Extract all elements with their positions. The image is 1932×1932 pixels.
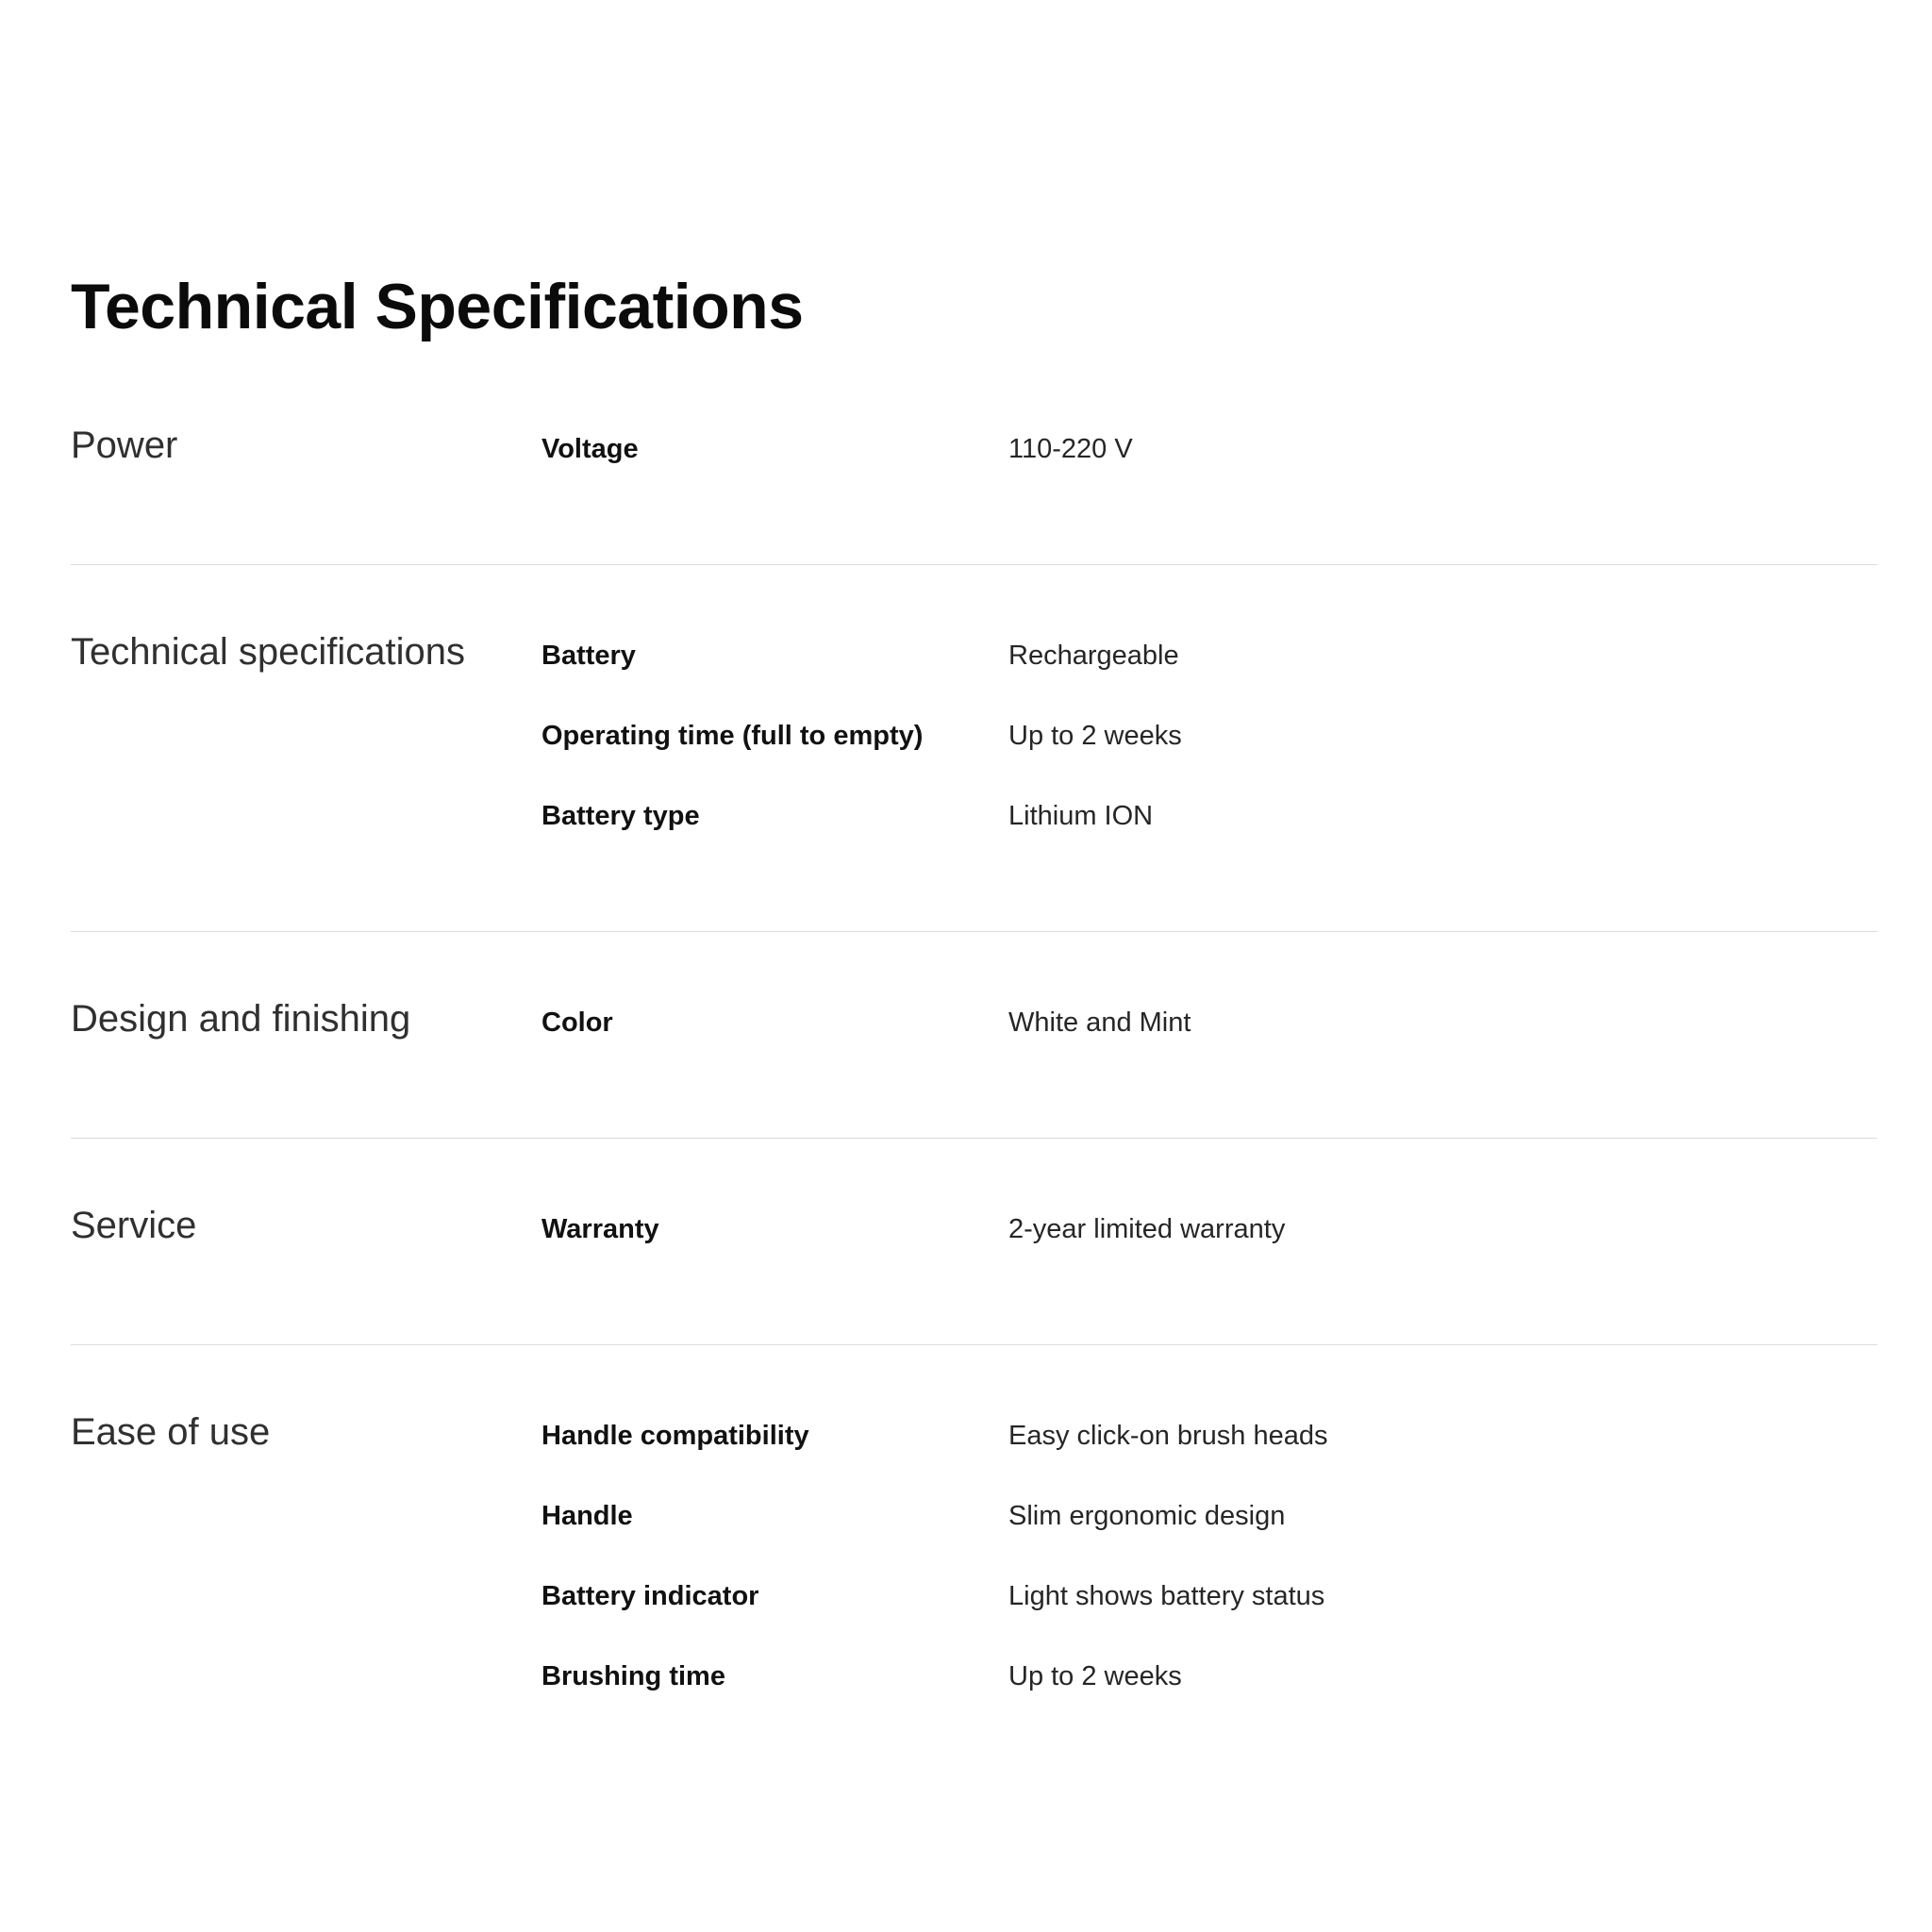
spec-rows	[541, 1208, 1877, 1250]
spec-row	[541, 1575, 1877, 1656]
spec-label: Voltage	[541, 434, 639, 464]
spec-value: White and Mint	[1008, 1008, 1191, 1038]
spec-value: Up to 2 weeks	[1008, 1661, 1182, 1691]
spec-rows	[541, 635, 1877, 837]
spec-value: Lithium ION	[1008, 801, 1154, 831]
spec-section-service	[71, 1139, 1877, 1345]
spec-row	[541, 1656, 1877, 1697]
spec-value: Rechargeable	[1008, 641, 1179, 671]
spec-label: Warranty	[541, 1214, 659, 1244]
spec-label: Battery type	[541, 801, 700, 831]
spec-rows	[541, 1415, 1877, 1697]
section-category: Service	[71, 1205, 197, 1246]
spec-section-power	[71, 415, 1877, 565]
spec-row	[541, 1415, 1877, 1495]
section-category: Power	[71, 425, 178, 466]
spec-row	[541, 715, 1877, 795]
page-title: Technical Specifications	[71, 271, 804, 342]
spec-label: Operating time (full to empty)	[541, 721, 924, 751]
spec-label: Handle compatibility	[541, 1421, 809, 1451]
spec-label: Color	[541, 1008, 613, 1038]
spec-value: Easy click-on brush heads	[1008, 1421, 1328, 1451]
spec-value: Slim ergonomic design	[1008, 1501, 1286, 1531]
spec-value: Up to 2 weeks	[1008, 721, 1182, 751]
section-category: Ease of use	[71, 1411, 271, 1453]
spec-label: Brushing time	[541, 1661, 725, 1691]
spec-row	[541, 795, 1877, 837]
spec-section-ease-of-use	[71, 1345, 1877, 1791]
spec-row	[541, 428, 1877, 470]
section-category: Design and finishing	[71, 998, 411, 1040]
spec-row	[541, 1208, 1877, 1250]
spec-value: Light shows battery status	[1008, 1581, 1325, 1611]
spec-label: Battery indicator	[541, 1581, 759, 1611]
spec-value: 2-year limited warranty	[1008, 1214, 1286, 1244]
spec-row	[541, 1495, 1877, 1575]
spec-rows	[541, 1002, 1877, 1043]
spec-row	[541, 635, 1877, 715]
spec-section-technical-specifications	[71, 565, 1877, 932]
spec-label: Battery	[541, 641, 636, 671]
spec-page	[71, 0, 1877, 1932]
spec-value: 110-220 V	[1008, 434, 1133, 464]
section-category: Technical specifications	[71, 631, 465, 673]
spec-label: Handle	[541, 1501, 633, 1531]
spec-rows	[541, 428, 1877, 470]
spec-row	[541, 1002, 1877, 1043]
spec-section-design-and-finishing	[71, 932, 1877, 1139]
spec-sections	[71, 415, 1877, 1791]
